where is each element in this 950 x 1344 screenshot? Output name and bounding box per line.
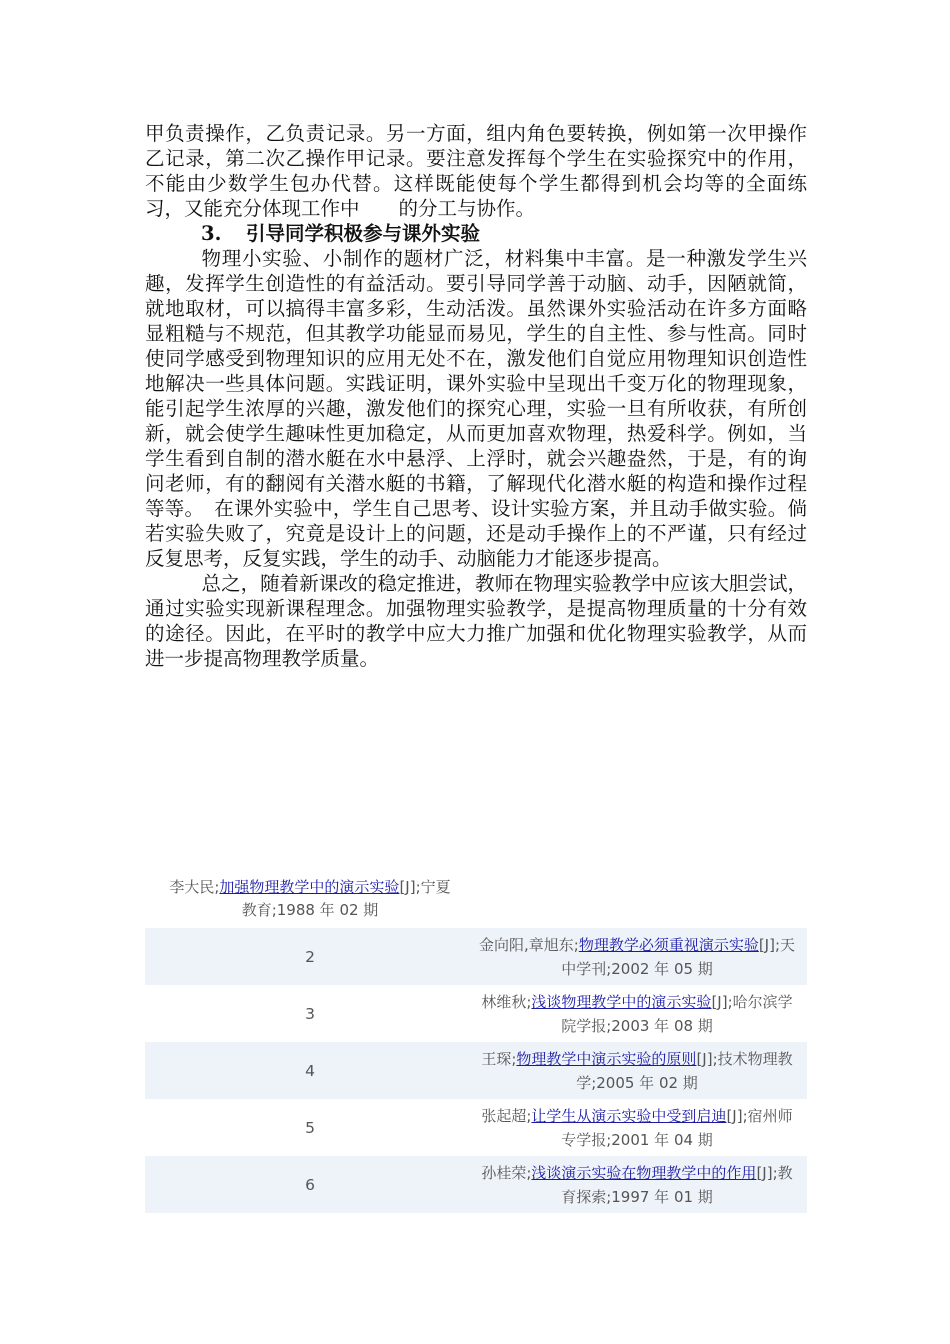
reference-title-link[interactable]: 物理教学必须重视演示实验 [578, 935, 759, 954]
reference-row [145, 985, 807, 1042]
reference-row [145, 1042, 807, 1099]
reference-author: 王琛; [481, 1049, 517, 1068]
reference-source: [J];宿州师专学报;2001 年 04 期 [561, 1106, 793, 1149]
reference-title-link[interactable]: 浅谈演示实验在物理教学中的作用 [531, 1163, 757, 1182]
reference-title-link[interactable]: 加强物理教学中的演示实验 [219, 878, 400, 896]
reference-row [145, 1099, 807, 1156]
reference-source: [J];哈尔滨学院学报;2003 年 08 期 [561, 992, 793, 1035]
reference-source-cont: 教育;1988 年 02 期 [241, 901, 379, 919]
reference-row [145, 928, 807, 985]
reference-title-link[interactable]: 让学生从演示实验中受到启迪 [531, 1106, 727, 1125]
reference-title-link[interactable]: 浅谈物理教学中的演示实验 [531, 992, 712, 1011]
paragraph-1: 甲负责操作，乙负责记录。另一方面，组内角色要转换，例如第一次甲操作乙记录，第二次乙操作甲记录。要注意发挥每个学生在实验探究中的作用，不能由少数学生包办代替。这样既能使每个学生都得到机会均等的全面练习，又能充分体现工作中 的分工与协作。 [145, 122, 807, 220]
reference-table [145, 928, 807, 1213]
document-body [145, 121, 807, 671]
reference-author: 林维秋; [481, 992, 532, 1011]
reference-1 [145, 876, 475, 922]
section-heading [145, 221, 807, 246]
reference-author: 孙桂荣; [481, 1163, 532, 1182]
reference-number: 4 [305, 1061, 315, 1080]
reference-citation [475, 985, 807, 1042]
reference-author: 金向阳,章旭东; [478, 935, 579, 954]
section-number: 3. [201, 222, 222, 245]
reference-citation [475, 1156, 807, 1213]
reference-source: [J];教育探索;1997 年 01 期 [561, 1163, 793, 1206]
reference-author: 张起超; [481, 1106, 532, 1125]
reference-number: 5 [305, 1118, 315, 1137]
reference-source: [J];技术物理教学;2005 年 02 期 [576, 1049, 793, 1092]
reference-source: [J];宁夏 [399, 878, 451, 896]
reference-citation [475, 928, 807, 985]
reference-citation [475, 1042, 807, 1099]
reference-source: [J];天中学刊;2002 年 05 期 [561, 935, 796, 978]
reference-row [145, 1156, 807, 1213]
paragraph-2: 物理小实验、小制作的题材广泛，材料集中丰富。是一种激发学生兴趣，发挥学生创造性的有益活动。要引导同学善于动脑、动手，因陋就简，就地取材，可以搞得丰富多彩，生动活泼。虽然课外实验活动在许多方面略显粗糙与不规范，但其教学功能显而易见，学生的自主性、参与性高。同时使同学感受到物理知识的应用无处不在，激发他们自觉应用物理知识创造性地解决一些具体问题。实践证明，课外实验中呈现出千变万化的物理现象，能引起学生浓厚的兴趣，激发他们的探究心理，实验一旦有所收获，有所创新，就会使学生趣味性更加稳定，从而更加喜欢物理，热爱科学。例如，当学生看到自制的潜水艇在水中悬浮、上浮时，就会兴趣盎然，于是，有的询问老师，有的翻阅有关潜水艇的书籍，了解现代化潜水艇的构造和操作过程等等。 在课外实验中，学生自己思考、设计实验方案，并且动手做实验。倘若实验失败了，究竟是设计上的问题，还是动手操作上的不严谨，只有经过反复思考，反复实践，学生的动手、动脑能力才能逐步提高。 [145, 247, 807, 570]
reference-citation [475, 1099, 807, 1156]
reference-title-link[interactable]: 物理教学中演示实验的原则 [516, 1049, 697, 1068]
reference-number: 2 [305, 947, 315, 966]
reference-author: 李大民; [169, 878, 220, 896]
reference-number: 3 [305, 1004, 315, 1023]
paragraph-3: 总之，随着新课改的稳定推进，教师在物理实验教学中应该大胆尝试，通过实验实现新课程理念。加强物理实验教学，是提高物理质量的十分有效的途径。因此，在平时的教学中应大力推广加强和优化物理实验教学，从而进一步提高物理教学质量。 [145, 572, 807, 670]
reference-number: 6 [305, 1175, 315, 1194]
section-title: 引导同学积极参与课外实验 [246, 222, 481, 245]
